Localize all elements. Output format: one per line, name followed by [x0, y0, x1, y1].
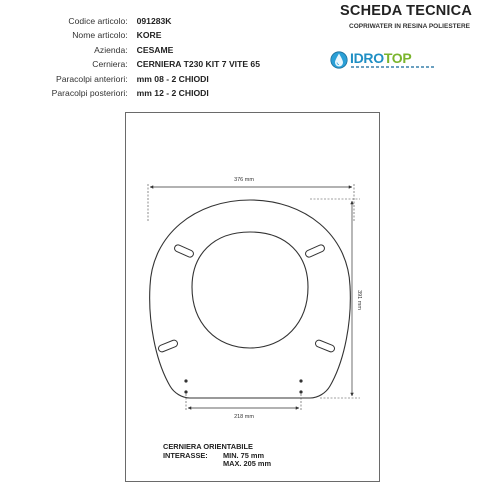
- rear-bumper-right: [314, 339, 335, 353]
- notes-min: MIN. 75 mm: [223, 450, 265, 460]
- spec-value: CERNIERA T230 KIT 7 VITE 65: [136, 59, 260, 70]
- width-label: 376 mm: [234, 177, 254, 183]
- spec-label: Cerniera:: [92, 59, 128, 70]
- hinge-notes: [163, 443, 271, 469]
- spec-value: KORE: [136, 30, 162, 41]
- logo-text-top: TOP: [383, 50, 412, 66]
- height-dimension: [310, 199, 362, 398]
- front-bumper-left: [173, 244, 194, 258]
- height-label: 391 mm: [356, 290, 362, 310]
- spec-label: Paracolpi posteriori:: [51, 88, 128, 99]
- spec-value: 091283K: [136, 16, 172, 26]
- spec-label: Azienda:: [94, 44, 128, 55]
- page-subtitle: COPRIWATER IN RESINA POLIESTERE: [349, 23, 470, 30]
- spec-value: mm 08 - 2 CHIODI: [136, 73, 209, 84]
- logo-text-idro: IDRO: [350, 50, 384, 66]
- hinge-holes-right: [299, 379, 302, 393]
- spec-label: Nome articolo:: [72, 30, 128, 41]
- spec-value: CESAME: [136, 44, 174, 55]
- rear-bumper-left: [157, 339, 178, 353]
- spec-value: mm 12 - 2 CHIODI: [136, 88, 209, 99]
- page-title: SCHEDA TECNICA: [340, 3, 472, 19]
- seat-inner-opening: [192, 232, 308, 348]
- notes-hinge-type: CERNIERA ORIENTABILE: [163, 442, 253, 451]
- notes-max: MAX. 205 mm: [223, 459, 272, 469]
- seat-outer-outline: [150, 200, 351, 398]
- notes-interasse-label: INTERASSE:: [163, 450, 208, 460]
- notes-line-3: [163, 460, 271, 469]
- front-bumper-right: [304, 244, 325, 258]
- spec-label: Codice articolo:: [68, 16, 128, 26]
- hinge-holes-left: [184, 379, 187, 393]
- spec-label: Paracolpi anteriori:: [55, 73, 128, 84]
- hinge-label: 218 mm: [234, 414, 254, 420]
